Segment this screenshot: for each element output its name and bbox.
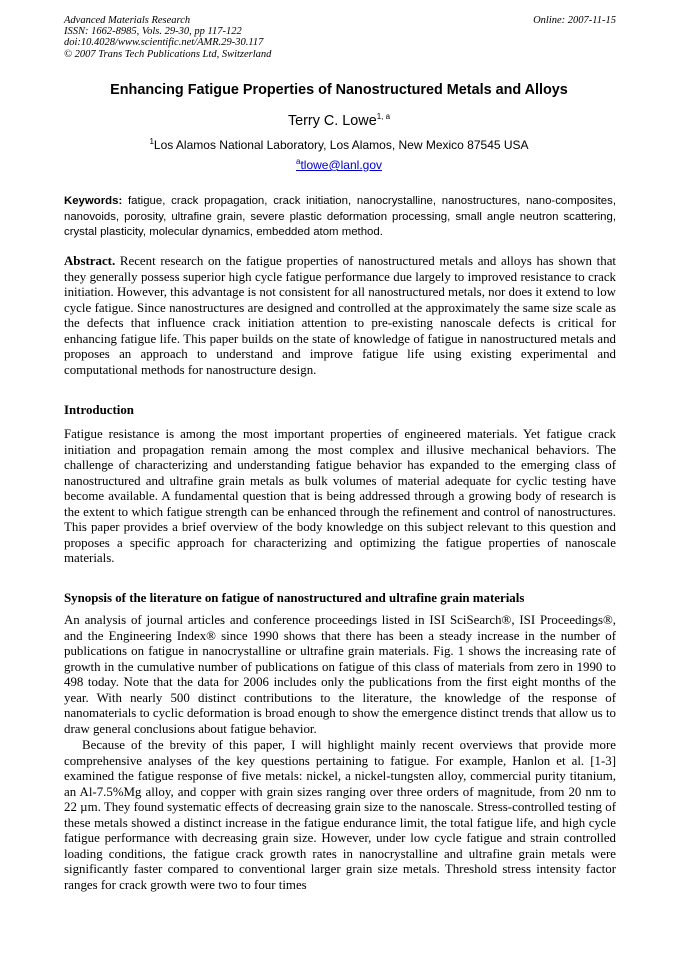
author-name: Terry C. Lowe: [287, 113, 377, 129]
doi-line: doi:10.4028/www.scientific.net/AMR.29-30.117: [64, 37, 264, 49]
email-line: [0, 158, 678, 172]
email-link[interactable]: [296, 158, 382, 172]
synopsis-paragraph-2: Because of the brevity of this paper, I will highlight mainly recent overviews that provide more comprehensive analyses of the key questions pertaining to fatigue. For example, Hanlon et al. [1-3] examined the fatigue response of five metals: nickel, a nickel-tungsten alloy, commercial purity titanium, an Al-7.5%Mg alloy, and copper with grain sizes ranging over three orders of magnitude, from 20 nm to 22 µm. They found systematic effects of decreasing grain size to the nanoscale. Stress-controlled testing of these metals showed a distinct increase in the fatigue endurance limit, the total fatigue life, and high cycle fatigue performance with decreasing grain size. However, under low cycle fatigue and strain controlled loading conditions, the fatigue crack growth rates in nanocrystalline and ultrafine grain metals were significantly faster compared to conventional larger grain size metals. Threshold stress intensity factor ranges for crack growth were two to four times: [64, 738, 616, 892]
journal-name: Advanced Materials Research: [64, 15, 191, 26]
email-address: tlowe@lanl.gov: [300, 158, 382, 172]
section-heading-introduction: Introduction: [64, 403, 134, 417]
running-header: [64, 15, 616, 60]
affiliation-text: Los Alamos National Laboratory, Los Alamos, New Mexico 87545 USA: [153, 138, 529, 152]
abstract-block: [64, 254, 616, 378]
affiliation: [0, 138, 678, 152]
abstract-text: Recent research on the fatigue properties of nanostructured metals and alloys has shown that they generally possess superior high cycle fatigue performance due largely to improved resistance to crack initiation. However, this advantage is not consistent for all nanostructured metals, nor does it extend to low cycle fatigue. Since nanostructures are designed and controlled at the approximately the same size scale as the defects that influence crack initiation attention to pre-existing nanoscale defects is critical for enhancing fatigue life. This paper builds on the state of knowledge of fatigue in nanostructured metals and proposes an approach to understand and improve fatigue life using existing experimental and computational methods for nanostructure design.: [64, 254, 616, 377]
author-sup: 1, a: [376, 112, 391, 121]
paper-title: Enhancing Fatigue Properties of Nanostructured Metals and Alloys: [110, 82, 568, 98]
copyright-line: © 2007 Trans Tech Publications Ltd, Switzerland: [64, 48, 272, 60]
keywords-block: [64, 194, 616, 241]
section-heading-synopsis: Synopsis of the literature on fatigue of nanostructured and ultrafine grain materials: [64, 591, 525, 605]
issn-line: ISSN: 1662-8985, Vols. 29-30, pp 117-122: [64, 26, 242, 38]
affiliation-sup: 1: [149, 137, 154, 146]
synopsis-paragraph-1: An analysis of journal articles and conference proceedings listed in ISI SciSearch®, ISI Proceedings®, and the Engineering Index® since 1990 shows that there has been a steady increase in the number of publications on fatigue in nanocrystalline or ultrafine grain materials. Fig. 1 shows the increasing rate of growth in the cumulative number of publications on fatigue of this class of materials from zero in 1990 to 498 today. Note that the data for 2006 includes only the publications from the first eight months of the year. With nearly 500 distinct contributions to the literature, the knowledge of the response of nanomaterials to cyclic deformation is broad enough to show the emergence distinct trends that allow us to draw general conclusions about fatigue behavior.: [64, 613, 616, 736]
abstract-label: Abstract.: [64, 254, 116, 268]
online-date: Online: 2007-11-15: [533, 15, 616, 26]
keywords-text: fatigue, crack propagation, crack initiation, nanocrystalline, nanostructures, nano-composites, nanovoids, porosity, ultrafine grain, severe plastic deformation processing, small angle neutron scattering, crystal plasticity, molecular dynamics, embedded atom method.: [64, 195, 616, 239]
keywords-label: Keywords:: [64, 195, 123, 207]
author-line: [0, 113, 678, 129]
introduction-paragraph: Fatigue resistance is among the most important properties of engineered materials. Yet fatigue crack initiation and propagation remain among the most complex and illusive mechanical behaviors. The challenge of characterizing and understanding fatigue behavior has expanded to the emerging class of nanostructured and ultrafine grain metals as bulk volumes of material adequate for cyclic testing have become available. A fundamental question that is being addressed through a growing body of research is the extent to which fatigue strength can be enhanced through the refinement and control of nanostructures. This paper provides a brief overview of the body knowledge on this subject relevant to this question and proposes a specific approach for characterizing and optimizing the fatigue properties of nanoscale materials.: [64, 427, 616, 566]
email-sup: a: [295, 157, 301, 166]
